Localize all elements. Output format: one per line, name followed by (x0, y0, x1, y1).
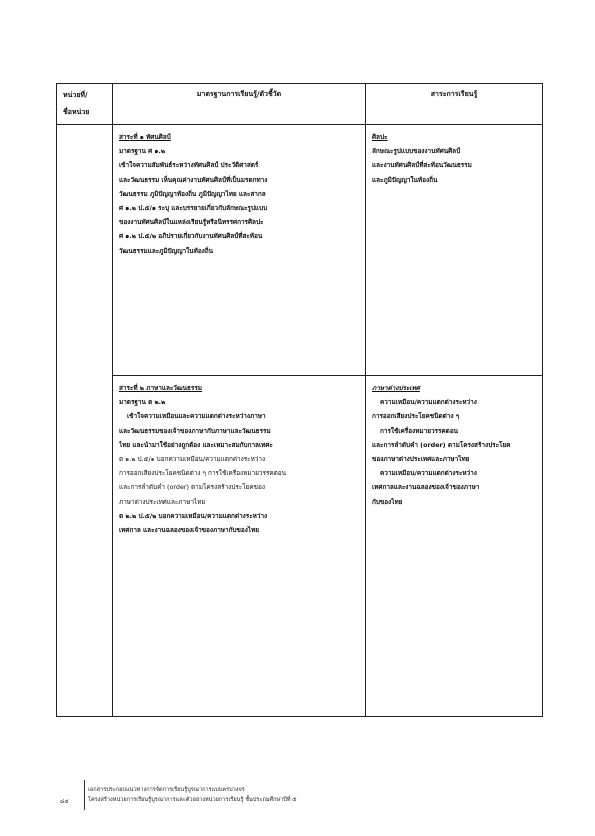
standard-code: มาตรฐาน ศ ๑.๒ (119, 147, 166, 156)
content-title: ภาษาต่างประเทศ (372, 384, 420, 392)
header-unit (57, 84, 113, 125)
indicator: ต ๑.๒ ป.๕/๑ บอกความเหมือน/ความแตกต่างระหว่าง (119, 455, 266, 464)
content-item: และภูมิปัญญาในท้องถิ่น (372, 175, 438, 184)
content-title: ศิลปะ (372, 133, 388, 141)
standard-text: เข้าใจความเหมือนและความแตกต่างระหว่างภาษา (127, 412, 266, 421)
content-item: การออกเสียงประโยคชนิดต่าง ๆ (372, 412, 460, 421)
table-row (57, 376, 543, 717)
header-content: สาระการเรียนรู้ (366, 84, 543, 125)
table-row (57, 125, 543, 376)
indicator: ของงานทัศนศิลป์ในแหล่งเรียนรู้หรือนิทรรศการศิลปะ (119, 218, 264, 227)
indicator: การออกเสียงประโยคชนิดต่าง ๆ การใช้เครื่องหมายวรรคตอน (119, 469, 287, 478)
indicator: เทศกาล และงานฉลองของเจ้าของภาษากับของไทย (119, 526, 260, 535)
table-header-row (57, 84, 543, 125)
content-item: กับของไทย (372, 497, 403, 506)
strand-title: สาระที่ ๑ ทัศนศิลป์ (119, 133, 171, 141)
standards-cell-1 (113, 125, 366, 376)
content-item: ของภาษาต่างประเทศและภาษาไทย (372, 455, 470, 464)
curriculum-table (56, 83, 543, 717)
content-item: เทศกาลและงานฉลองของเจ้าของภาษา (372, 483, 480, 492)
standard-text: และวัฒนธรรมของเจ้าของภาษากับภาษาและวัฒนธรรม (119, 426, 271, 435)
standards-cell-2 (113, 376, 366, 717)
content-cell-2 (366, 376, 543, 717)
footer-line-1: เอกสารประกอบแนวทางการจัดการเรียนรู้บูรณาการแบบครบวงจร (88, 787, 245, 793)
content-item: และการลำดับคำ (order) ตามโครงสร้างประโยค (372, 440, 511, 449)
content-cell-1 (366, 125, 543, 376)
indicator: ภาษาต่างประเทศและภาษาไทย (119, 497, 206, 506)
indicator: ศ ๑.๒ ป.๕/๒ อภิปรายเกี่ยวกับงานทัศนศิลป์ที่สะท้อน (119, 232, 263, 241)
footer-line-2: โครงสร้างหน่วยการเรียนรู้บูรณาการและตัวอย่างหน่วยการเรียนรู้ ชั้นประถมศึกษาปีที่ ๕ (88, 797, 297, 803)
header-unit-line1: หน่วยที่/ (63, 91, 88, 99)
unit-cell (57, 125, 113, 717)
indicator: วัฒนธรรมและภูมิปัญญาในท้องถิ่น (119, 246, 214, 255)
content-item: การใช้เครื่องหมายวรรคตอน (380, 426, 459, 435)
footer-divider (84, 780, 85, 810)
standard-text: ไทย และนำมาใช้อย่างถูกต้อง และเหมาะสมกับกาลเทศะ (119, 440, 273, 449)
standard-code: มาตรฐาน ต ๒.๒ (119, 398, 166, 407)
content-item: ความเหมือน/ความแตกต่างระหว่าง (380, 398, 477, 407)
content-item: และงานทัศนศิลป์ที่สะท้อนวัฒนธรรม (372, 161, 472, 170)
indicator: และการลำดับคำ (order) ตามโครงสร้างประโยคของ (119, 483, 265, 492)
standard-text: วัฒนธรรม ภูมิปัญญาท้องถิ่น ภูมิปัญญาไทย และสากล (119, 189, 266, 198)
strand-title: สาระที่ ๒ ภาษาและวัฒนธรรม (119, 384, 203, 392)
content-item: ลักษณะรูปแบบของงานทัศนศิลป์ (372, 147, 461, 156)
content-item: ความเหมือน/ความแตกต่างระหว่าง (380, 469, 477, 478)
standard-text: เข้าใจความสัมพันธ์ระหว่างทัศนศิลป์ ประวัติศาสตร์ (119, 161, 259, 170)
page-number: ๘๕ (60, 799, 69, 805)
header-unit-line2: ชื่อหน่วย (63, 108, 90, 116)
standard-text: และวัฒนธรรม เห็นคุณค่างานทัศนศิลป์ที่เป็นมรดกทาง (119, 175, 268, 184)
header-standards: มาตรฐานการเรียนรู้/ตัวชี้วัด (113, 84, 366, 125)
indicator: ศ ๑.๒ ป.๕/๑ ระบุ และบรรยายเกี่ยวกับลักษณะรูปแบบ (119, 204, 268, 213)
indicator: ต ๒.๒ ป.๕/๒ บอกความเหมือน/ความแตกต่างระหว่าง (119, 511, 268, 520)
